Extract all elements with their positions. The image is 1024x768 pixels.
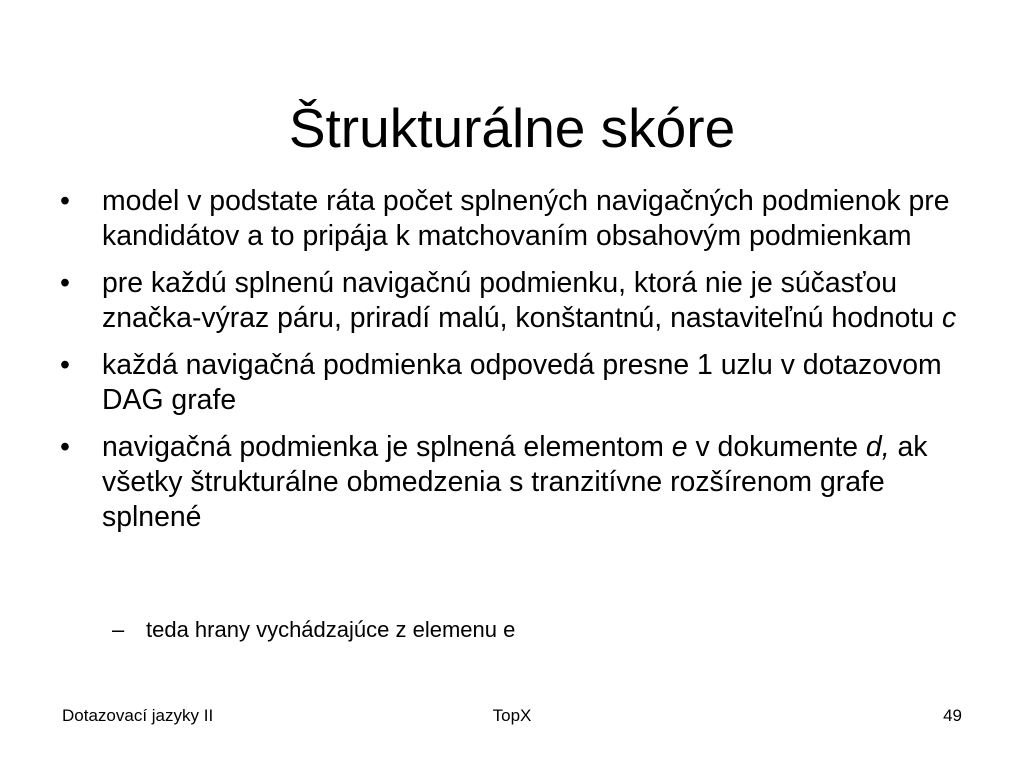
- bullet-italic-variable: c: [941, 302, 957, 334]
- sub-bullet-list: [60, 617, 980, 644]
- bullet-text: v dokumente: [687, 431, 866, 463]
- bullet-icon: •: [60, 185, 70, 217]
- footer-course: Dotazovací jazyky II: [62, 706, 214, 725]
- bullet-text: navigačná podmienka je splnená elementom: [102, 431, 672, 463]
- bullet-text: pre každú splnenú navigačnú podmienku, ktorá nie je súčasťou značka-výraz páru, priradí malú, konštantnú, nastaviteľnú hodnotu: [102, 267, 942, 334]
- bullet-italic-variable: e: [671, 431, 688, 463]
- slide-title: Štrukturálne skóre: [288, 96, 736, 159]
- footer-topic: TopX: [492, 706, 532, 725]
- bullet-icon: •: [60, 349, 70, 381]
- bullet-list: [60, 184, 980, 547]
- bullet-icon: •: [60, 431, 70, 463]
- dash-icon: –: [112, 617, 125, 642]
- sub-bullet-text: teda hrany vychádzajúce z elemenu e: [146, 617, 516, 642]
- bullet-italic-variable: d,: [865, 431, 890, 463]
- bullet-item: [60, 184, 980, 254]
- bullet-item: [60, 266, 980, 336]
- bullet-text: každá navigačná podmienka odpovedá presne 1 uzlu v dotazovom DAG grafe: [102, 349, 942, 416]
- sub-bullet-item: [60, 616, 980, 644]
- bullet-text: model v podstate ráta počet splnených navigačných podmienok pre kandidátov a to pripája k matchovaním obsahovým podmienkam: [102, 185, 950, 252]
- bullet-icon: •: [60, 267, 70, 299]
- bullet-item: [60, 430, 980, 535]
- bullet-text: ak všetky štrukturálne obmedzenia s tranzitívne rozšírenom grafe splnené: [102, 431, 928, 533]
- footer-page-number: 49: [943, 706, 962, 725]
- bullet-item: [60, 348, 980, 418]
